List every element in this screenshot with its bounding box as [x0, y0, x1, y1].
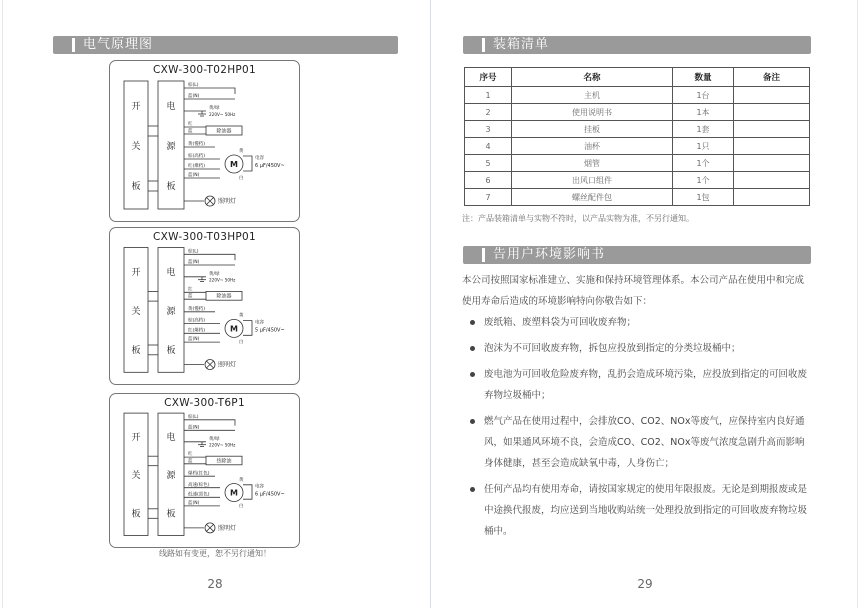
wire-label: 红 [188, 452, 193, 458]
wire-label: 红 [188, 122, 193, 127]
wire-label: 爆档(红色) [188, 471, 210, 477]
table-cell: 3 [465, 121, 512, 138]
capacitor-wire [243, 485, 252, 499]
table-row [465, 155, 810, 172]
table-cell: 1台 [673, 87, 734, 104]
table-cell: 出风口组件 [512, 172, 673, 189]
table-cell: 主机 [512, 87, 673, 104]
cap-wire-label: 黄 [239, 478, 244, 483]
model-name: CXW-300-T02HP01 [153, 64, 256, 76]
header-bar [482, 38, 485, 52]
table-cell [734, 138, 810, 155]
oil-remover-label: 除油器 [216, 293, 232, 300]
power-board-char: 电 [166, 267, 176, 278]
oil-remover-label: 热除油 [216, 458, 232, 465]
table-cell: 7 [465, 189, 512, 206]
wire-label: 高速(棕色) [188, 482, 210, 488]
motor-label: M [230, 324, 238, 334]
wire-label: 棕(高档) [188, 154, 206, 159]
column-header: 数量 [673, 68, 734, 87]
oil-remover-label: 除油器 [216, 128, 232, 135]
wiring-schematic [110, 228, 299, 384]
cap-wire-label: 黄 [239, 149, 244, 154]
environment-intro: 本公司按照国家标准建立、实施和保持环境管理体系。本公司产品在使用中和完成使用寿命后造成的环境影响特向你敬告如下： [462, 275, 805, 307]
wiring-diagram [109, 393, 300, 548]
wiring-diagram [109, 227, 300, 385]
section-title: 电气原理图 [83, 37, 154, 52]
packing-table [464, 67, 810, 206]
column-header: 备注 [734, 68, 810, 87]
table-cell: 2 [465, 104, 512, 121]
switch-board-char: 板 [131, 509, 141, 520]
cap-wire-label: 白 [239, 503, 244, 509]
header-bar [482, 248, 485, 262]
page-number: 28 [207, 577, 223, 591]
motor-label: M [230, 160, 238, 169]
table-row [465, 189, 810, 206]
model-name: CXW-300-T6P1 [164, 397, 245, 409]
list-item-text: 燃气产品在使用过程中，会排放CO、CO2、NOx等废气，应保持室内良好通风，如果通风环境不良，会造成CO、CO2、NOx等废气浓度急剧升高而影响身体健康，甚至会造成缺氧中毒，人身伤亡； [484, 416, 805, 469]
switch-board-char: 开 [131, 267, 141, 278]
table-row [465, 172, 810, 189]
table-row [465, 87, 810, 104]
wire-label: 蓝(N) [188, 425, 200, 431]
table-cell [734, 87, 810, 104]
wire-label: 蓝(N) [188, 501, 200, 506]
section-header-wiring [53, 36, 398, 54]
page-number: 29 [637, 577, 653, 591]
lamp-label: 照明灯 [218, 198, 237, 205]
table-cell [734, 189, 810, 206]
table-cell: 使用说明书 [512, 104, 673, 121]
list-item [470, 479, 812, 542]
motor-label: M [230, 488, 238, 498]
wire-label: 黄(慢档) [188, 306, 206, 312]
packing-note: 注：产品装箱清单与实物不符时，以产品实物为准，不另行通知。 [462, 214, 694, 223]
capacitor-wire [243, 321, 252, 336]
switch-board-char: 板 [131, 182, 141, 192]
switch-board-char: 关 [131, 306, 141, 317]
lamp-label: 照明灯 [218, 361, 237, 369]
capacitor-wire [243, 156, 252, 171]
table-cell [734, 104, 810, 121]
wire-label: 蓝 [188, 129, 193, 134]
power-board-char: 源 [166, 142, 176, 152]
bullet-icon [470, 372, 475, 377]
wire-label: 蓝(N) [188, 173, 200, 178]
capacitor-label: 电容 [255, 320, 264, 326]
wire-label: 蓝 [188, 458, 193, 464]
table-cell: 1套 [673, 121, 734, 138]
table-cell [734, 172, 810, 189]
table-cell: 螺丝配件包 [512, 189, 673, 206]
wire-label: 棕(L) [188, 83, 199, 88]
bullet-icon [470, 320, 475, 325]
switch-board-char: 关 [131, 142, 141, 152]
table-header-row [465, 68, 810, 87]
section-header-packing [463, 36, 811, 54]
bullet-icon [470, 346, 475, 351]
table-cell: 5 [465, 155, 512, 172]
table-cell: 1只 [673, 138, 734, 155]
ground-label: 黄/绿 [209, 271, 220, 277]
ground-label: 黄/绿 [209, 106, 220, 111]
capacitor-label: 电容 [255, 156, 264, 161]
wire-label: 黄(慢档) [188, 142, 206, 147]
list-item [470, 364, 812, 406]
list-item [470, 411, 812, 474]
cap-wire-label: 黄 [239, 313, 244, 319]
power-board-char: 板 [166, 182, 176, 192]
table-row [465, 138, 810, 155]
wire-label: 蓝 [188, 294, 193, 300]
header-bar [72, 38, 75, 52]
table-cell: 烟管 [512, 155, 673, 172]
supply-label: 220V~ 50Hz [209, 112, 236, 117]
lamp-label: 照明灯 [218, 524, 237, 532]
switch-board-char: 关 [131, 471, 141, 482]
switch-board-char: 开 [131, 432, 141, 443]
wire-label: 低速(黑色) [188, 492, 210, 498]
capacitor-value: 5 μF/450V~ [255, 327, 285, 334]
wire-label: 红(爆档) [188, 328, 206, 334]
capacitor-label: 电容 [255, 484, 264, 490]
switch-board-char: 开 [131, 102, 141, 112]
supply-label: 220V~ 50Hz [209, 442, 236, 448]
table-cell: 1 [465, 87, 512, 104]
bullet-icon [470, 419, 475, 424]
power-board-char: 源 [166, 471, 176, 482]
cap-wire-label: 白 [239, 340, 244, 345]
capacitor-value: 6 μF/450V~ [255, 491, 285, 498]
wire-label: 棕(L) [188, 249, 199, 255]
model-name: CXW-300-T03HP01 [153, 231, 256, 243]
table-cell: 4 [465, 138, 512, 155]
page-frame-right [857, 0, 858, 608]
wiring-schematic [110, 61, 299, 221]
list-item [470, 312, 812, 333]
wiring-footnote: 线路如有变更，恕不另行通知！ [159, 549, 271, 558]
list-item-text: 任何产品均有使用寿命，请按国家规定的使用年限报废。无论是到期报废或是中途换代报废，均应送到当地收购站统一处理投放到指定的可回收废弃物垃圾桶中。 [484, 484, 808, 537]
list-item [470, 338, 812, 359]
wire-label: 蓝(N) [188, 260, 200, 266]
table-row [465, 121, 810, 138]
column-header: 名称 [512, 68, 673, 87]
cap-wire-label: 白 [239, 176, 244, 181]
table-cell [734, 121, 810, 138]
section-title: 告用户环境影响书 [493, 247, 606, 262]
table-row [465, 104, 810, 121]
table-cell: 1个 [673, 172, 734, 189]
environment-list [470, 312, 812, 547]
power-board-char: 电 [166, 432, 176, 443]
table-cell: 1本 [673, 104, 734, 121]
switch-board-char: 板 [131, 345, 141, 356]
wire-label: 红 [188, 287, 193, 293]
table-cell: 1个 [673, 155, 734, 172]
list-item-text: 废电池为可回收危险废弃物，乱扔会造成环境污染，应投放到指定的可回收废弃物垃圾桶中； [484, 369, 808, 401]
list-item-text: 泡沫为不可回收废弃物，拆包应投放到指定的分类垃圾桶中； [484, 343, 741, 354]
wire-label: 棕(L) [188, 414, 199, 420]
wire-label: 蓝(N) [188, 94, 200, 99]
table-cell: 1包 [673, 189, 734, 206]
table-cell: 挂板 [512, 121, 673, 138]
wire-label: 棕(高档) [188, 318, 206, 324]
wiring-schematic [110, 394, 299, 547]
power-board-char: 源 [166, 306, 176, 317]
power-board-char: 电 [166, 102, 176, 112]
table-cell: 油杯 [512, 138, 673, 155]
section-header-environment [463, 246, 811, 264]
list-item-text: 废纸箱、废塑料袋为可回收废弃物； [484, 317, 637, 328]
bullet-icon [470, 487, 475, 492]
capacitor-value: 6 μF/450V~ [255, 163, 285, 169]
ground-label: 黄/绿 [209, 436, 220, 442]
wire-label: 蓝(N) [188, 337, 200, 343]
wiring-diagram [109, 60, 300, 222]
table-cell: 6 [465, 172, 512, 189]
table-cell [734, 155, 810, 172]
power-board-char: 板 [166, 345, 176, 356]
page-divider [430, 0, 431, 608]
section-title: 装箱清单 [493, 37, 550, 52]
power-board-char: 板 [166, 509, 176, 520]
wire-label: 红(爆档) [188, 164, 206, 169]
column-header: 序号 [465, 68, 512, 87]
supply-label: 220V~ 50Hz [209, 277, 236, 283]
